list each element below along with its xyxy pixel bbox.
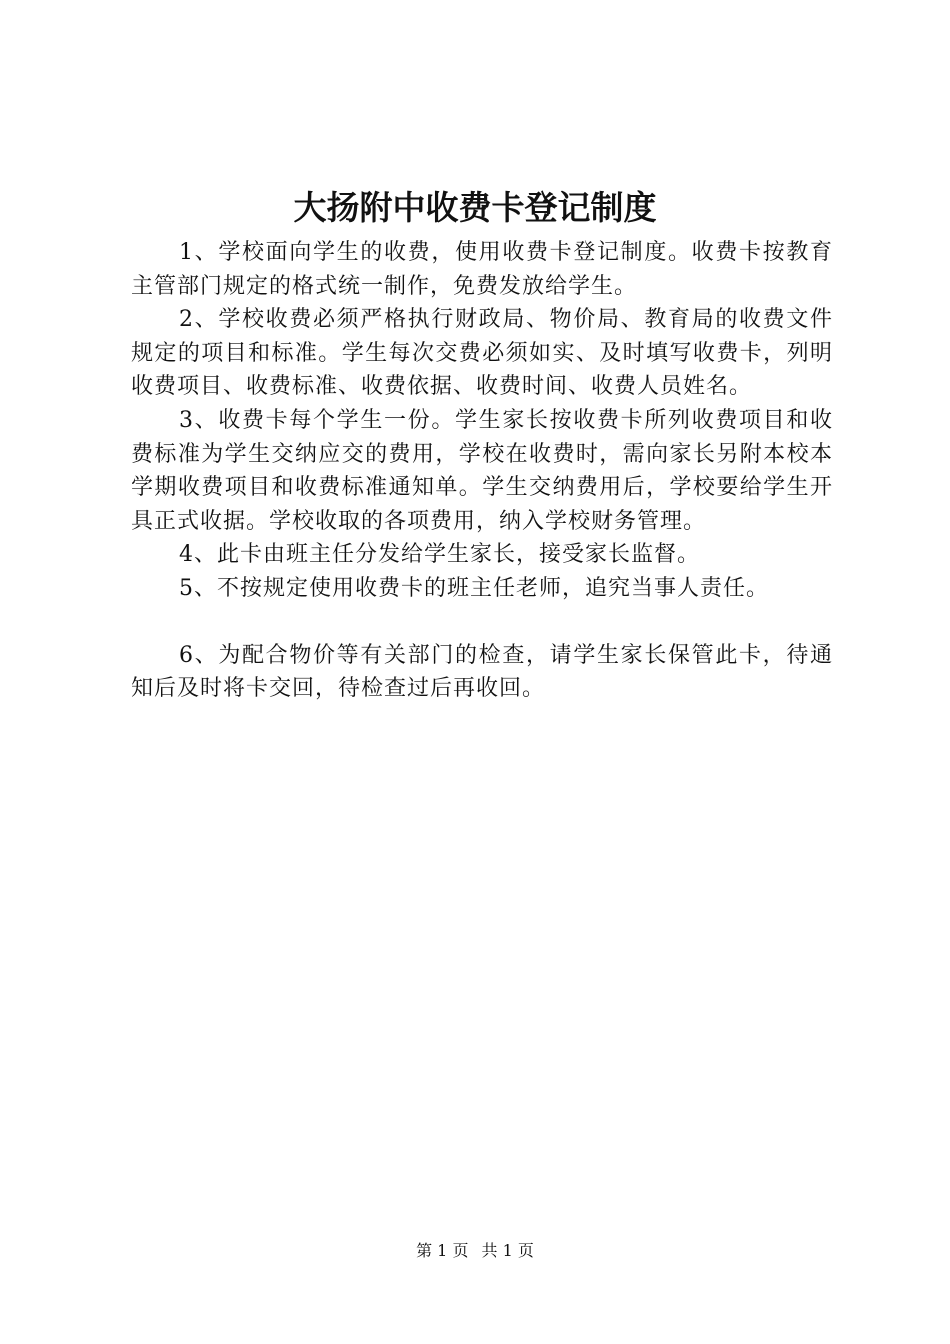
paragraph-6: 6、为配合物价等有关部门的检查，请学生家长保管此卡，待通知后及时将卡交回，待检查过后再收回。 — [131, 642, 833, 702]
paragraph-2: 2、学校收费必须严格执行财政局、物价局、教育局的收费文件规定的项目和标准。学生每次交费必须如实、及时填写收费卡，列明收费项目、收费标准、收费依据、收费时间、收费人员姓名。 — [131, 307, 833, 400]
page-number: 第 1 页 — [416, 1241, 469, 1260]
page-footer — [0, 1239, 950, 1263]
document-body — [131, 236, 833, 706]
paragraph-5: 5、不按规定使用收费卡的班主任老师，追究当事人责任。 — [179, 575, 769, 601]
document-title: 大扬附中收费卡登记制度 — [293, 188, 657, 227]
paragraph-1: 1、学校面向学生的收费，使用收费卡登记制度。收费卡按教育主管部门规定的格式统一制作，免费发放给学生。 — [131, 240, 833, 299]
page-total: 共 1 页 — [481, 1241, 534, 1260]
paragraph-4: 4、此卡由班主任分发给学生家长，接受家长监督。 — [179, 542, 700, 568]
paragraph-3: 3、收费卡每个学生一份。学生家长按收费卡所列收费项目和收费标准为学生交纳应交的费用，学校在收费时，需向家长另附本校本学期收费项目和收费标准通知单。学生交纳费用后，学校要给学生开具正式收据。学校收取的各项费用，纳入学校财务管理。 — [131, 407, 833, 534]
